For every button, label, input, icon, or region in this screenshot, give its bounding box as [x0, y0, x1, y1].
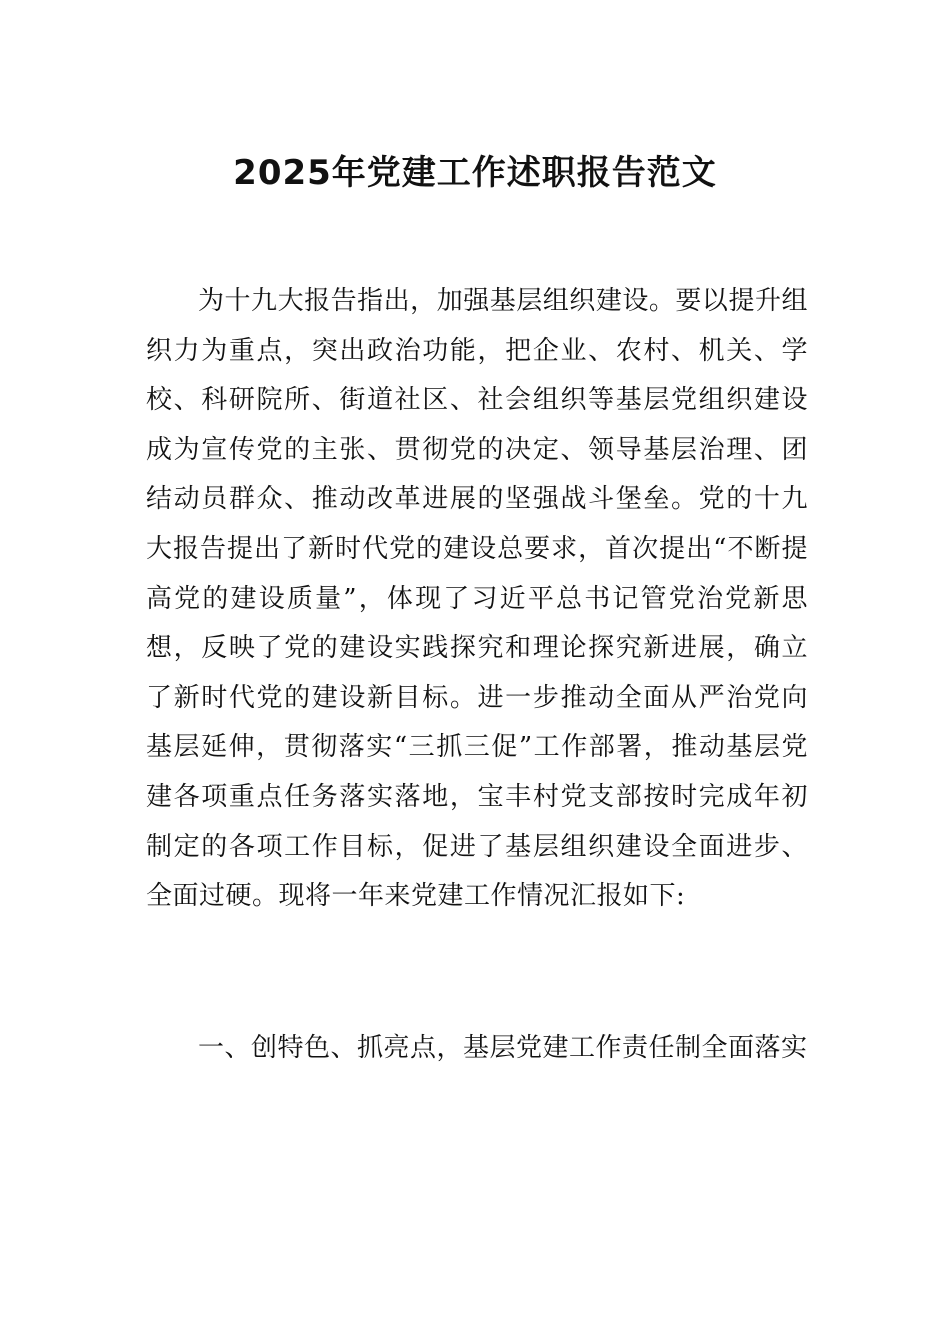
intro-paragraph: 为十九大报告指出，加强基层组织建设。要以提升组织力为重点，突出政治功能，把企业、农村、机关、学校、科研院所、街道社区、社会组织等基层党组织建设成为宣传党的主张、贯彻党的决定、领导基层治理、团结动员群众、推动改革进展的坚强战斗堡垒。党的十九大报告提出了新时代党的建设总要求，首次提出“不断提高党的建设质量”，体现了习近平总书记管党治党新思想，反映了党的建设实践探究和理论探究新进展，确立了新时代党的建设新目标。进一步推动全面从严治党向基层延伸，贯彻落实“三抓三促”工作部署，推动基层党建各项重点任务落实落地，宝丰村党支部按时完成年初制定的各项工作目标，促进了基层组织建设全面进步、全面过硬。现将一年来党建工作情况汇报如下:	[146, 286, 808, 912]
document-title: 2025年党建工作述职报告范文	[233, 152, 717, 193]
section-heading-1: 一、创特色、抓亮点，基层党建工作责任制全面落实	[198, 1033, 808, 1063]
